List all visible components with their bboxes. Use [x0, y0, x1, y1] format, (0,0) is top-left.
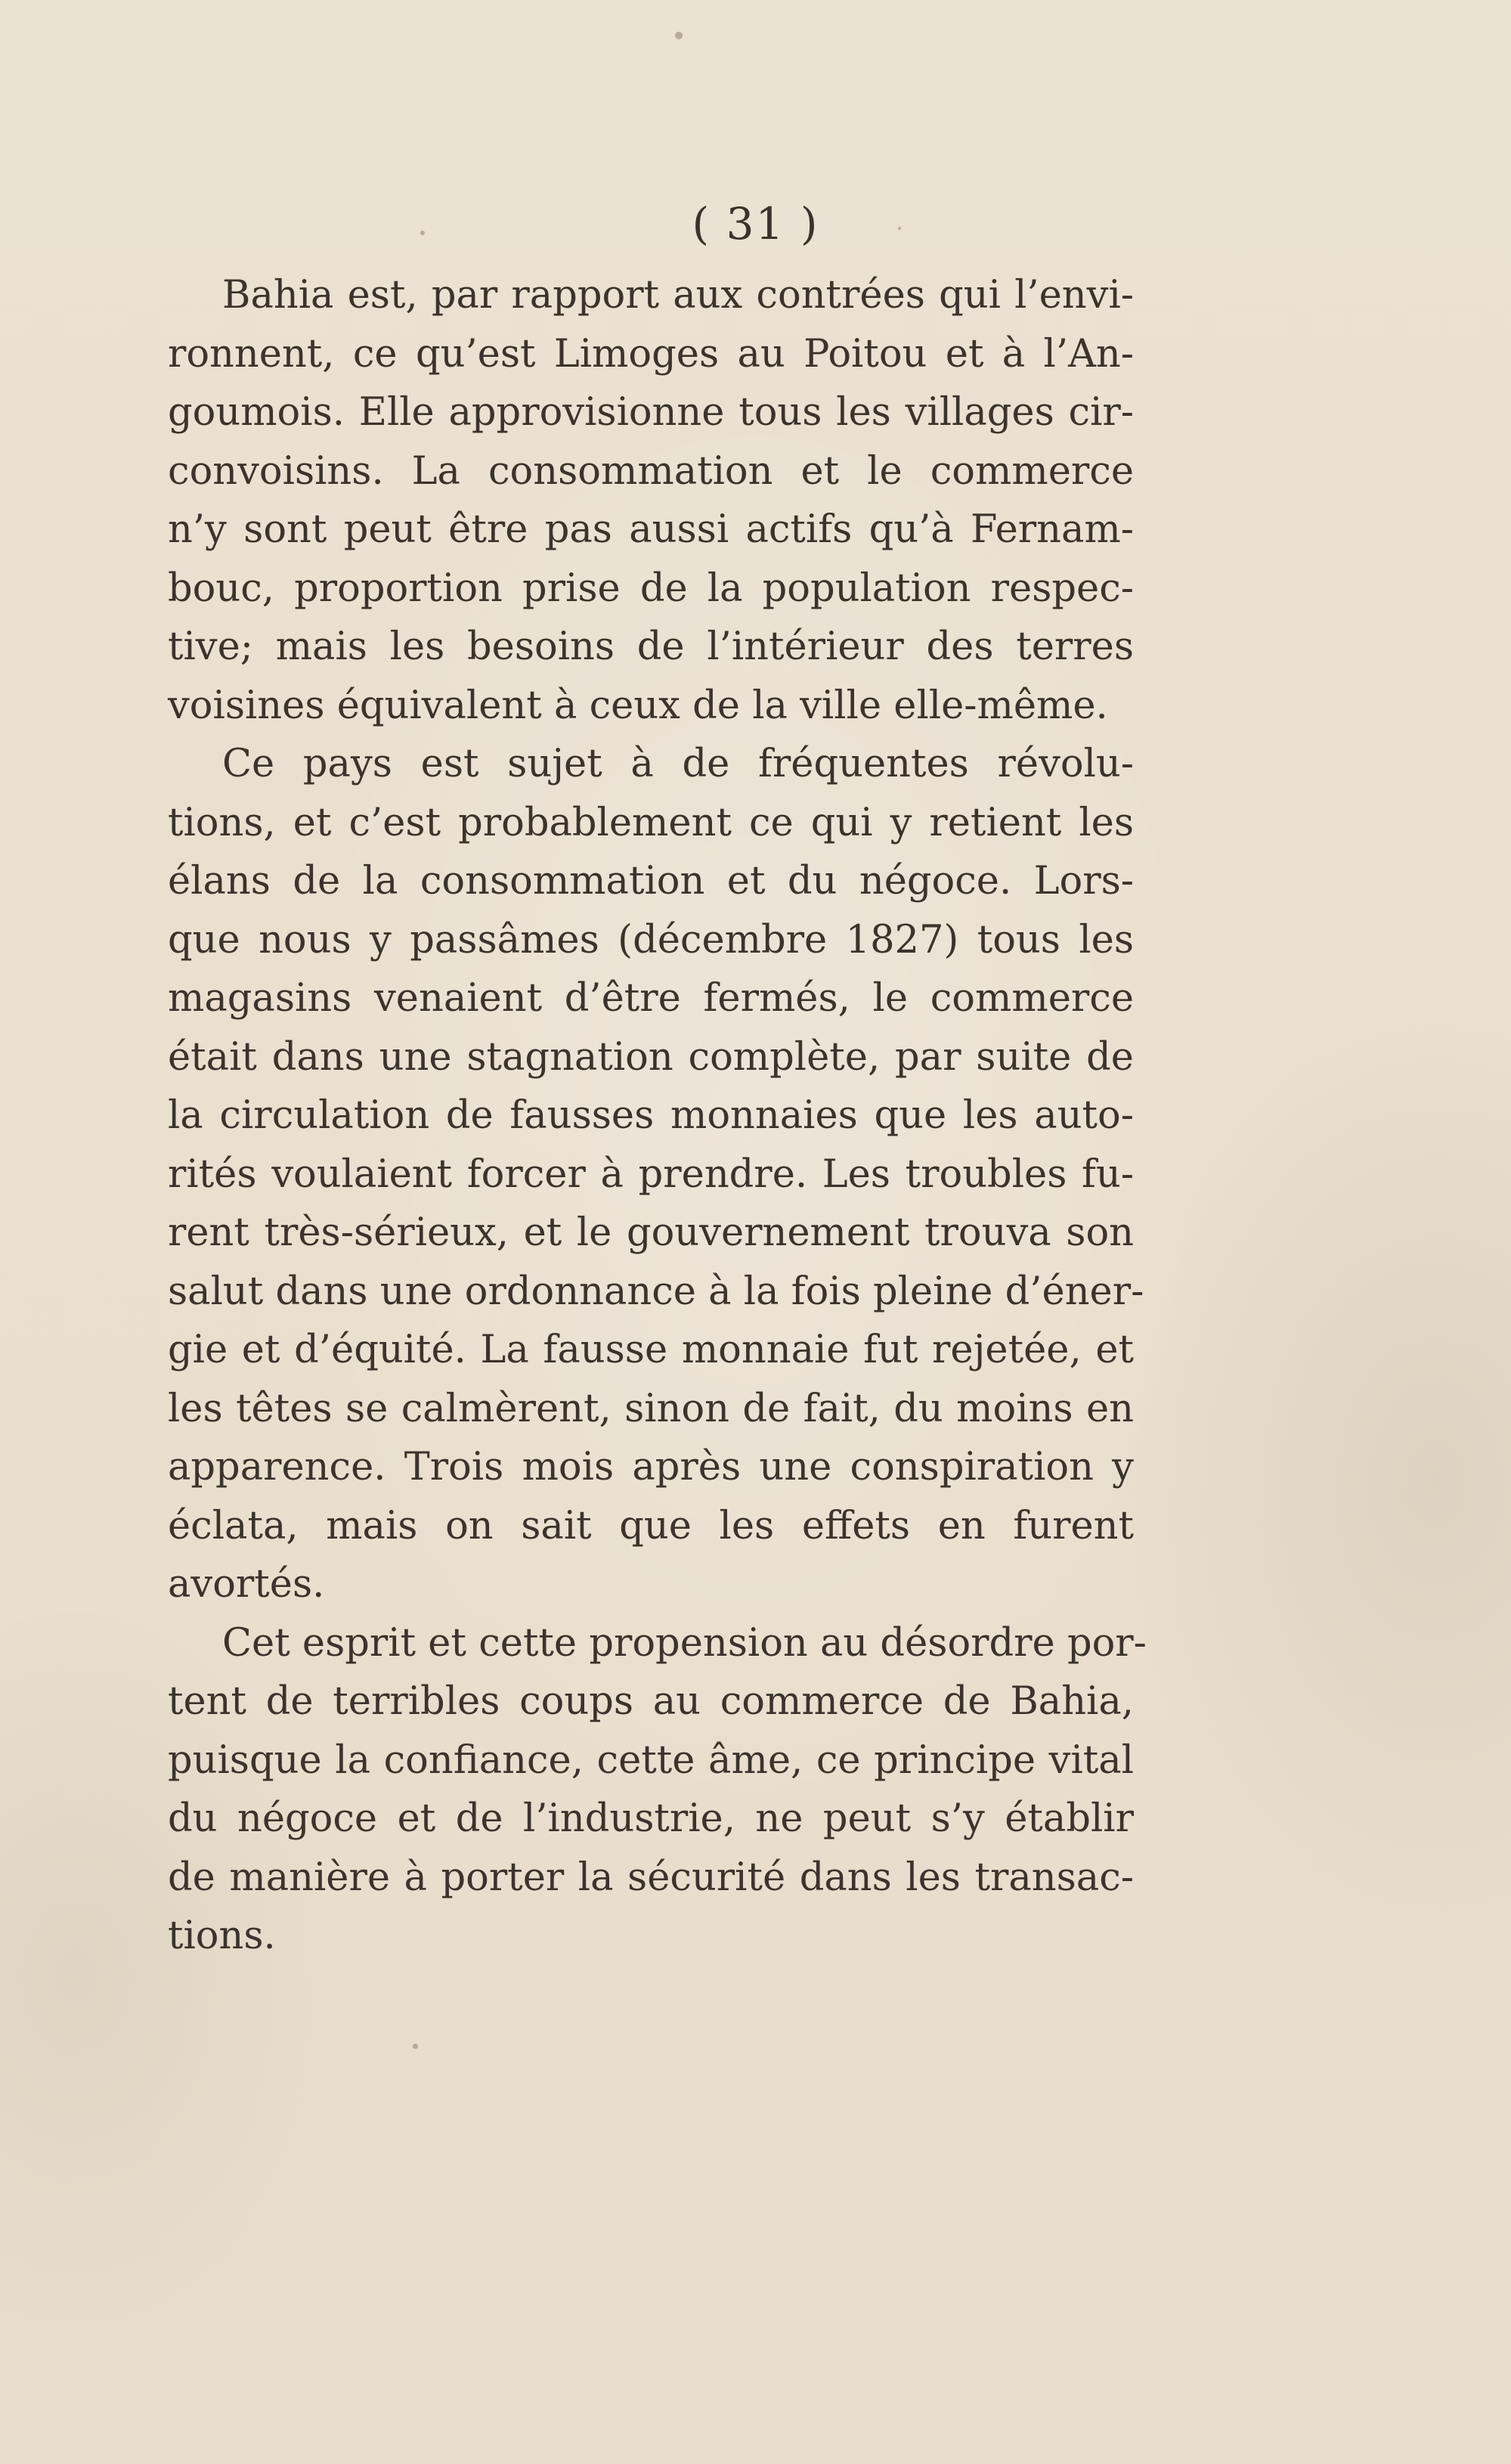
paragraph-3	[168, 1614, 1147, 1966]
text-line: bouc, proportion prise de la population respec-	[168, 566, 1134, 611]
text-line: salut dans une ordonnance à la fois pleine d’éner-	[168, 1269, 1144, 1314]
text-line: tive; mais les besoins de l’intérieur des terres	[168, 625, 1134, 669]
text-line: tent de terribles coups au commerce de Bahia,	[168, 1679, 1134, 1724]
paper-speck	[675, 32, 683, 39]
text-line: ronnent, ce qu’est Limoges au Poitou et à l’An-	[168, 331, 1134, 377]
text-line: voisines équivalent à ceux de la ville elle-même.	[168, 683, 1108, 728]
text-line: que nous y passâmes (décembre 1827) tous les	[168, 917, 1134, 962]
text-line: la circulation de fausses monnaies que les auto-	[168, 1093, 1134, 1138]
text-line: était dans une stagnation complète, par suite de	[168, 1034, 1134, 1080]
text-line: éclata, mais on sait que les effets en furent	[168, 1503, 1134, 1548]
text-line: tions, et c’est probablement ce qui y retient les	[168, 800, 1134, 845]
page-number: ( 31 )	[692, 198, 819, 249]
text-line: magasins venaient d’être fermés, le commerce	[168, 976, 1134, 1021]
paragraph-2	[168, 735, 1144, 1614]
text-line: goumois. Elle approvisionne tous les villages cir-	[168, 390, 1134, 435]
body-text	[168, 266, 1147, 1966]
text-line: les têtes se calmèrent, sinon de fait, du moins en	[168, 1386, 1134, 1431]
text-line: du négoce et de l’industrie, ne peut s’y établir	[168, 1796, 1134, 1841]
text-line: Ce pays est sujet à de fréquentes révolu-	[222, 742, 1134, 786]
text-line: rités voulaient forcer à prendre. Les troubles fu-	[168, 1151, 1134, 1197]
paper-speck	[413, 2044, 418, 2049]
text-line: gie et d’équité. La fausse monnaie fut rejetée, et	[168, 1328, 1134, 1372]
text-line: élans de la consommation et du négoce. Lors-	[168, 859, 1134, 903]
text-line: rent très-sérieux, et le gouvernement trouva son	[168, 1210, 1134, 1255]
text-line: avortés.	[168, 1562, 325, 1607]
text-line: convoisins. La consommation et le commerce	[168, 448, 1134, 494]
text-line: apparence. Trois mois après une conspiration y	[168, 1445, 1134, 1489]
text-line: tions.	[168, 1914, 276, 1958]
text-line: Bahia est, par rapport aux contrées qui l’envi-	[222, 273, 1134, 318]
text-line: de manière à porter la sécurité dans les transac-	[168, 1855, 1134, 1900]
text-line: n’y sont peut être pas aussi actifs qu’à Fernam-	[168, 507, 1134, 552]
paragraph-1	[168, 266, 1134, 735]
text-line: puisque la confiance, cette âme, ce principe vital	[168, 1737, 1134, 1783]
text-line: Cet esprit et cette propension au désordre por-	[222, 1620, 1147, 1666]
